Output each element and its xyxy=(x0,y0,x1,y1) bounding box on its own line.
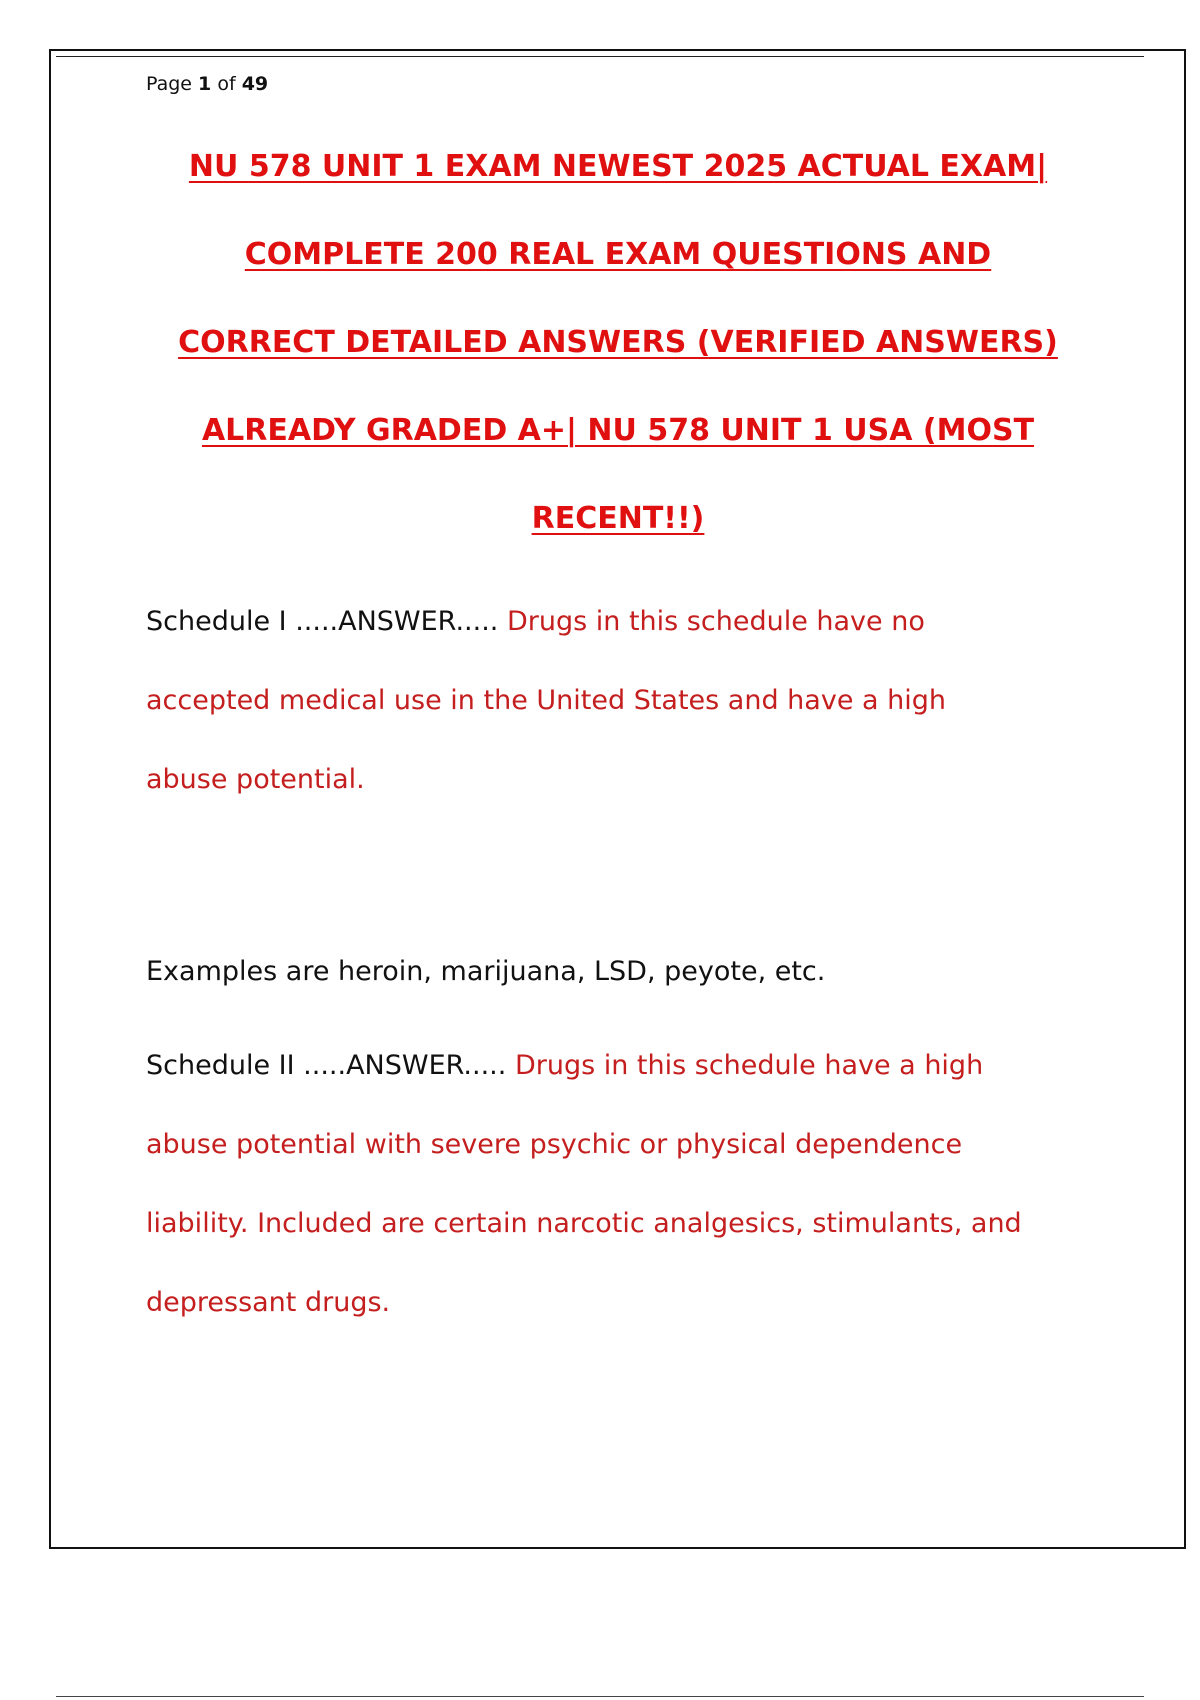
document-title-line-2: COMPLETE 200 REAL EXAM QUESTIONS AND xyxy=(244,237,992,272)
document-title-line-5: RECENT!!) xyxy=(531,501,705,536)
answer-text: abuse potential with severe psychic or physical dependence xyxy=(146,1129,963,1160)
page-current: 1 xyxy=(198,73,212,95)
question-text: Schedule I .....ANSWER..... xyxy=(146,606,507,637)
document-title-line-3: CORRECT DETAILED ANSWERS (VERIFIED ANSWERS) xyxy=(178,325,1058,360)
answer-text: depressant drugs. xyxy=(146,1287,391,1318)
answer-text: abuse potential. xyxy=(146,764,365,795)
document-title-line-4: ALREADY GRADED A+| NU 578 UNIT 1 USA (MOST xyxy=(201,413,1035,448)
answer-text: Drugs in this schedule have a high xyxy=(514,1050,984,1081)
answer-text: liability. Included are certain narcotic analgesics, stimulants, and xyxy=(146,1208,1022,1239)
examples-note: Examples are heroin, marijuana, LSD, peyote, etc. xyxy=(146,956,826,987)
page-of: of xyxy=(217,73,236,95)
answer-text: accepted medical use in the United States and have a high xyxy=(146,685,947,716)
page-label: Page xyxy=(146,73,192,95)
footer-rule xyxy=(56,1696,1144,1697)
qa-item-schedule-2 xyxy=(146,1048,983,1084)
qa-item-schedule-1 xyxy=(146,604,925,640)
page-number xyxy=(146,73,268,95)
document-title-line-1: NU 578 UNIT 1 EXAM NEWEST 2025 ACTUAL EXAM| xyxy=(188,149,1048,184)
answer-text: Drugs in this schedule have no xyxy=(506,606,925,637)
page-total: 49 xyxy=(241,73,269,95)
question-text: Schedule II .....ANSWER..... xyxy=(146,1050,515,1081)
header-rule xyxy=(56,56,1144,57)
